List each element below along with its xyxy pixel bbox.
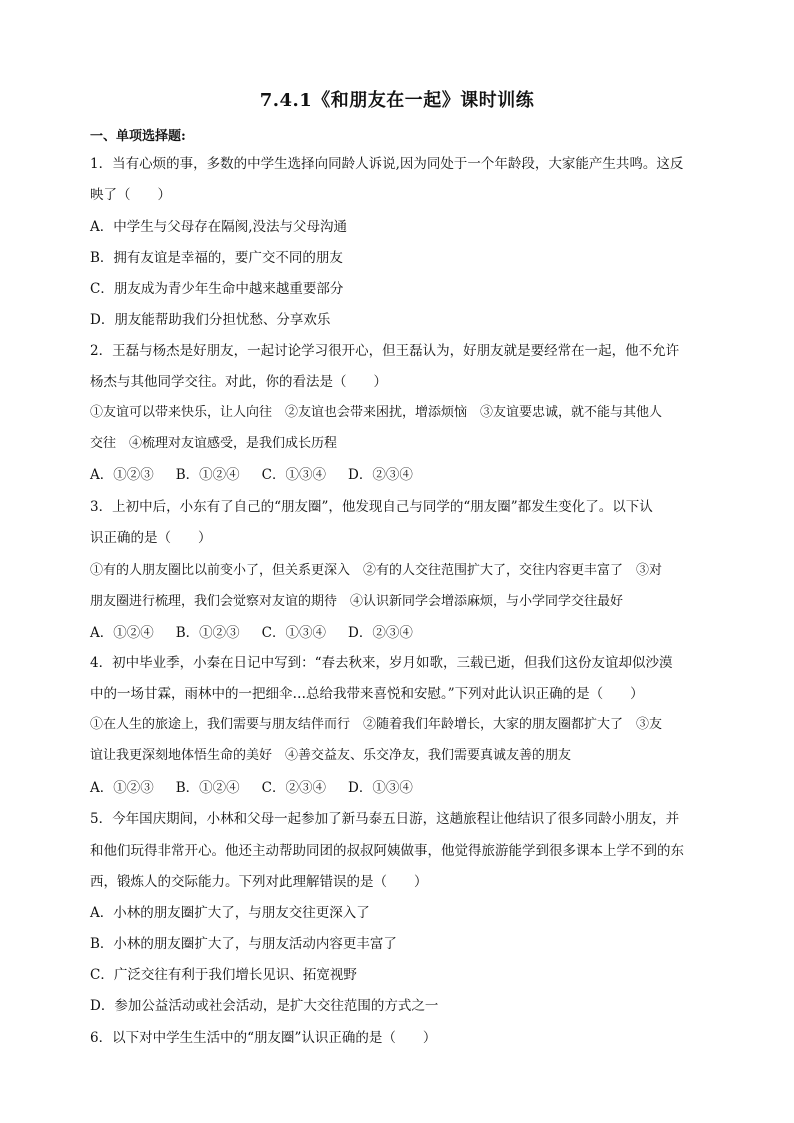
question-5-stem-line: 5．今年国庆期间，小林和父母一起参加了新马泰五日游，这趟旅程让他结识了很多同龄小朋友，并: [90, 811, 680, 827]
question-3-items-line: ①有的人朋友圈比以前变小了，但关系更深入 ②有的人交往范围扩大了，交往内容更丰富了 ③对: [90, 563, 663, 578]
question-5-stem-line: 和他们玩得非常开心。他还主动帮助同团的叔叔阿姨做事，他觉得旅游能学到很多课本上学不到的东: [90, 843, 684, 859]
question-4-stem-line: 中的一场甘霖，雨林中的一把细伞…总给我带来喜悦和安慰。”下列对此认识正确的是（ ）: [90, 686, 644, 702]
question-1-option-d: D．朋友能帮助我们分担忧愁、分享欢乐: [90, 312, 331, 328]
question-5-option-b: B．小林的朋友圈扩大了，与朋友活动内容更丰富了: [90, 936, 397, 952]
question-1-stem-line: 1．当有心烦的事，多数的中学生选择向同龄人诉说,因为同处于一个年龄段，大家能产生共鸣。这反: [90, 156, 684, 172]
choice-c: C．①③④: [261, 625, 327, 641]
question-3-choices: [90, 624, 710, 642]
question-2-stem-line: 杨杰与其他同学交往。对此，你的看法是（ ）: [90, 374, 387, 390]
question-5-option-d: D．参加公益活动或社会活动，是扩大交往范围的方式之一: [90, 998, 439, 1014]
question-1-option-b: B．拥有友谊是幸福的，要广交不同的朋友: [90, 250, 343, 266]
question-5-stem-line: 西，锻炼人的交际能力。下列对此理解错误的是（ ）: [90, 874, 428, 890]
section-heading: 一、单项选择题:: [90, 129, 186, 144]
question-1-option-c: C．朋友成为青少年生命中越来越重要部分: [90, 281, 344, 297]
question-4-items-line: 谊让我更深刻地体悟生命的美好 ④善交益友、乐交净友，我们需要真诚友善的朋友: [90, 748, 572, 763]
choice-a: A．①②③: [90, 780, 154, 796]
question-2-items-line: 交往 ④梳理对友谊感受，是我们成长历程: [90, 436, 338, 451]
question-2-stem-line: 2．王磊与杨杰是好朋友，一起讨论学习很开心，但王磊认为，好朋友就是要经常在一起，他不允许: [90, 343, 680, 359]
question-2-choices: [90, 466, 710, 484]
question-2-items-line: ①友谊可以带来快乐，让人向往 ②友谊也会带来困扰，增添烦恼 ③友谊要忠诚，就不能与其他人: [90, 405, 663, 420]
choice-b: B．①②④: [175, 467, 240, 483]
choice-c: C．①③④: [261, 467, 327, 483]
question-4-stem-line: 4．初中毕业季，小秦在日记中写到：“春去秋来，岁月如歌，三载已逝，但我们这份友谊却似沙漠: [90, 655, 673, 671]
choice-c: C．②③④: [261, 780, 327, 796]
choice-a: A．①②④: [90, 625, 154, 641]
question-3-stem-line: 识正确的是（ ）: [90, 530, 212, 546]
question-3-items-line: 朋友圈进行梳理，我们会觉察对友谊的期待 ④认识新同学会增添麻烦，与小学同学交往最好: [90, 594, 624, 609]
choice-a: A．①②③: [90, 467, 154, 483]
choice-b: B．①②④: [175, 780, 240, 796]
choice-d: D．①③④: [348, 780, 413, 796]
choice-b: B．①②③: [175, 625, 240, 641]
question-5-option-c: C．广泛交往有利于我们增长见识、拓宽视野: [90, 967, 357, 983]
question-4-choices: [90, 779, 710, 797]
question-3-stem-line: 3．上初中后，小东有了自己的“朋友圈”，他发现自己与同学的“朋友圈”都发生变化了。以下认: [90, 499, 653, 515]
question-1-stem-line: 映了（ ）: [90, 187, 171, 203]
question-5-option-a: A．小林的朋友圈扩大了，与朋友交往更深入了: [90, 905, 370, 921]
document-title: 7.4.1《和朋友在一起》课时训练: [259, 90, 535, 111]
question-6-stem-line: 6．以下对中学生生活中的“朋友圈”认识正确的是（ ）: [90, 1030, 437, 1046]
question-1-option-a: A．中学生与父母存在隔阂,没法与父母沟通: [90, 219, 348, 235]
choice-d: D．②③④: [348, 625, 413, 641]
choice-d: D．②③④: [348, 467, 413, 483]
question-4-items-line: ①在人生的旅途上，我们需要与朋友结伴而行 ②随着我们年龄增长，大家的朋友圈都扩大了 ③友: [90, 717, 663, 732]
